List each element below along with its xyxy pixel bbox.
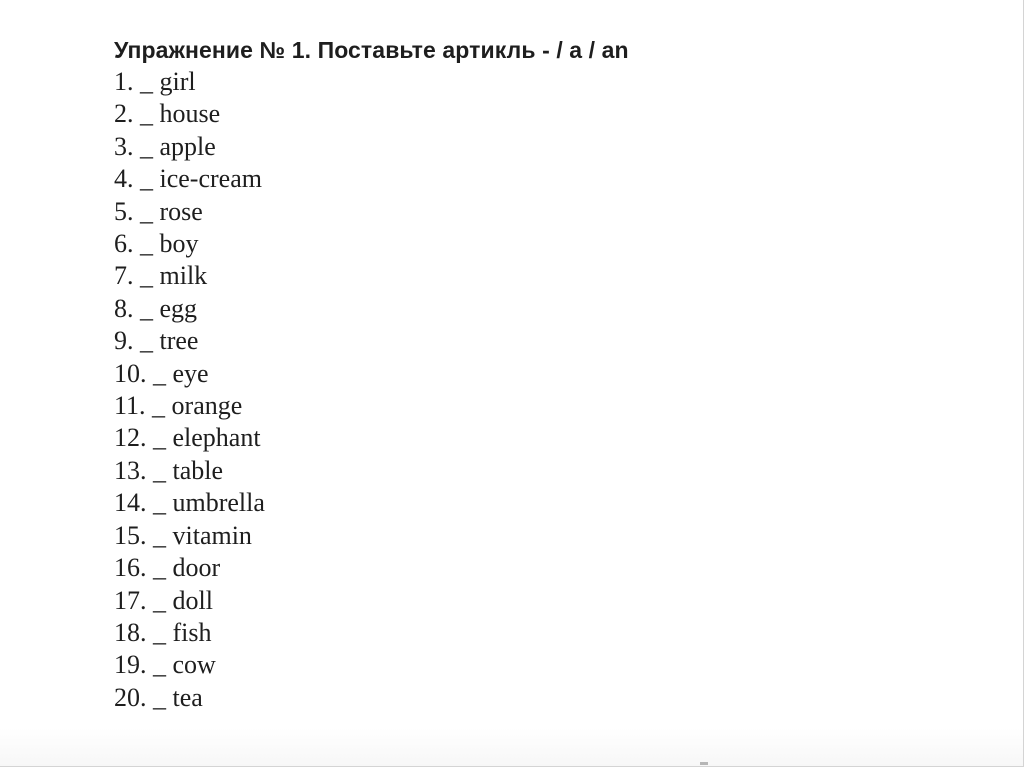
scan-artifact (700, 762, 708, 765)
item-word: girl (159, 67, 196, 96)
article-blank: _ (140, 131, 153, 161)
item-number: 6. (114, 229, 134, 259)
list-item (114, 325, 754, 357)
item-number: 8. (114, 293, 134, 323)
list-item (114, 66, 754, 98)
list-item (114, 617, 754, 649)
article-blank: _ (153, 682, 166, 712)
item-number: 14. (114, 488, 147, 518)
list-item (114, 131, 754, 163)
item-word: orange (171, 391, 243, 421)
article-blank: _ (153, 423, 166, 453)
item-word: milk (159, 261, 208, 291)
item-word: tea (172, 682, 203, 712)
article-blank: _ (140, 99, 153, 129)
list-item (114, 228, 754, 260)
item-word: ice-cream (159, 164, 262, 194)
list-item (114, 260, 754, 292)
item-word: egg (159, 293, 198, 323)
article-blank: _ (153, 455, 166, 485)
article-blank: _ (153, 553, 166, 583)
item-number: 5. (114, 196, 134, 226)
item-word: umbrella (172, 488, 265, 518)
exercise-sheet (114, 34, 754, 714)
item-number: 9. (114, 326, 134, 356)
exercise-list (114, 66, 754, 714)
item-word: fish (172, 617, 212, 647)
item-number: 13. (114, 455, 147, 485)
item-number: 12. (114, 423, 147, 453)
list-item (114, 649, 754, 681)
item-number: 11. (114, 391, 146, 421)
list-item (114, 585, 754, 617)
item-word: rose (159, 196, 203, 226)
item-number: 17. (114, 585, 147, 615)
list-item (114, 422, 754, 454)
article-blank: _ (140, 67, 153, 96)
item-number: 3. (114, 131, 134, 161)
item-number: 1. (114, 67, 134, 96)
item-word: eye (172, 358, 209, 388)
article-blank: _ (140, 293, 153, 323)
exercise-title: Упражнение № 1. Поставьте артикль - / a / an (114, 37, 629, 63)
list-item (114, 390, 754, 422)
article-blank: _ (153, 358, 166, 388)
list-item (114, 163, 754, 195)
list-item (114, 520, 754, 552)
item-word: cow (172, 650, 216, 680)
item-word: vitamin (172, 520, 252, 550)
item-number: 15. (114, 520, 147, 550)
item-word: boy (159, 229, 199, 259)
item-number: 2. (114, 99, 134, 129)
item-word: door (172, 553, 221, 583)
item-word: elephant (172, 423, 261, 453)
list-item (114, 455, 754, 487)
article-blank: _ (140, 261, 153, 291)
article-blank: _ (140, 164, 153, 194)
item-word: table (172, 455, 224, 485)
item-number: 16. (114, 553, 147, 583)
article-blank: _ (153, 520, 166, 550)
item-number: 19. (114, 650, 147, 680)
article-blank: _ (153, 585, 166, 615)
item-number: 7. (114, 261, 134, 291)
list-item (114, 358, 754, 390)
list-item (114, 552, 754, 584)
list-item (114, 487, 754, 519)
list-item (114, 196, 754, 228)
article-blank: _ (153, 650, 166, 680)
item-number: 10. (114, 358, 147, 388)
item-word: apple (159, 131, 216, 161)
article-blank: _ (140, 196, 153, 226)
item-word: house (159, 99, 221, 129)
item-word: tree (159, 326, 199, 356)
article-blank: _ (153, 488, 166, 518)
item-word: doll (172, 585, 213, 615)
item-number: 4. (114, 164, 134, 194)
list-item (114, 98, 754, 130)
list-item (114, 682, 754, 714)
article-blank: _ (152, 391, 166, 421)
item-number: 20. (114, 682, 147, 712)
article-blank: _ (140, 229, 153, 259)
list-item (114, 293, 754, 325)
item-number: 18. (114, 617, 147, 647)
article-blank: _ (153, 617, 166, 647)
article-blank: _ (140, 326, 153, 356)
